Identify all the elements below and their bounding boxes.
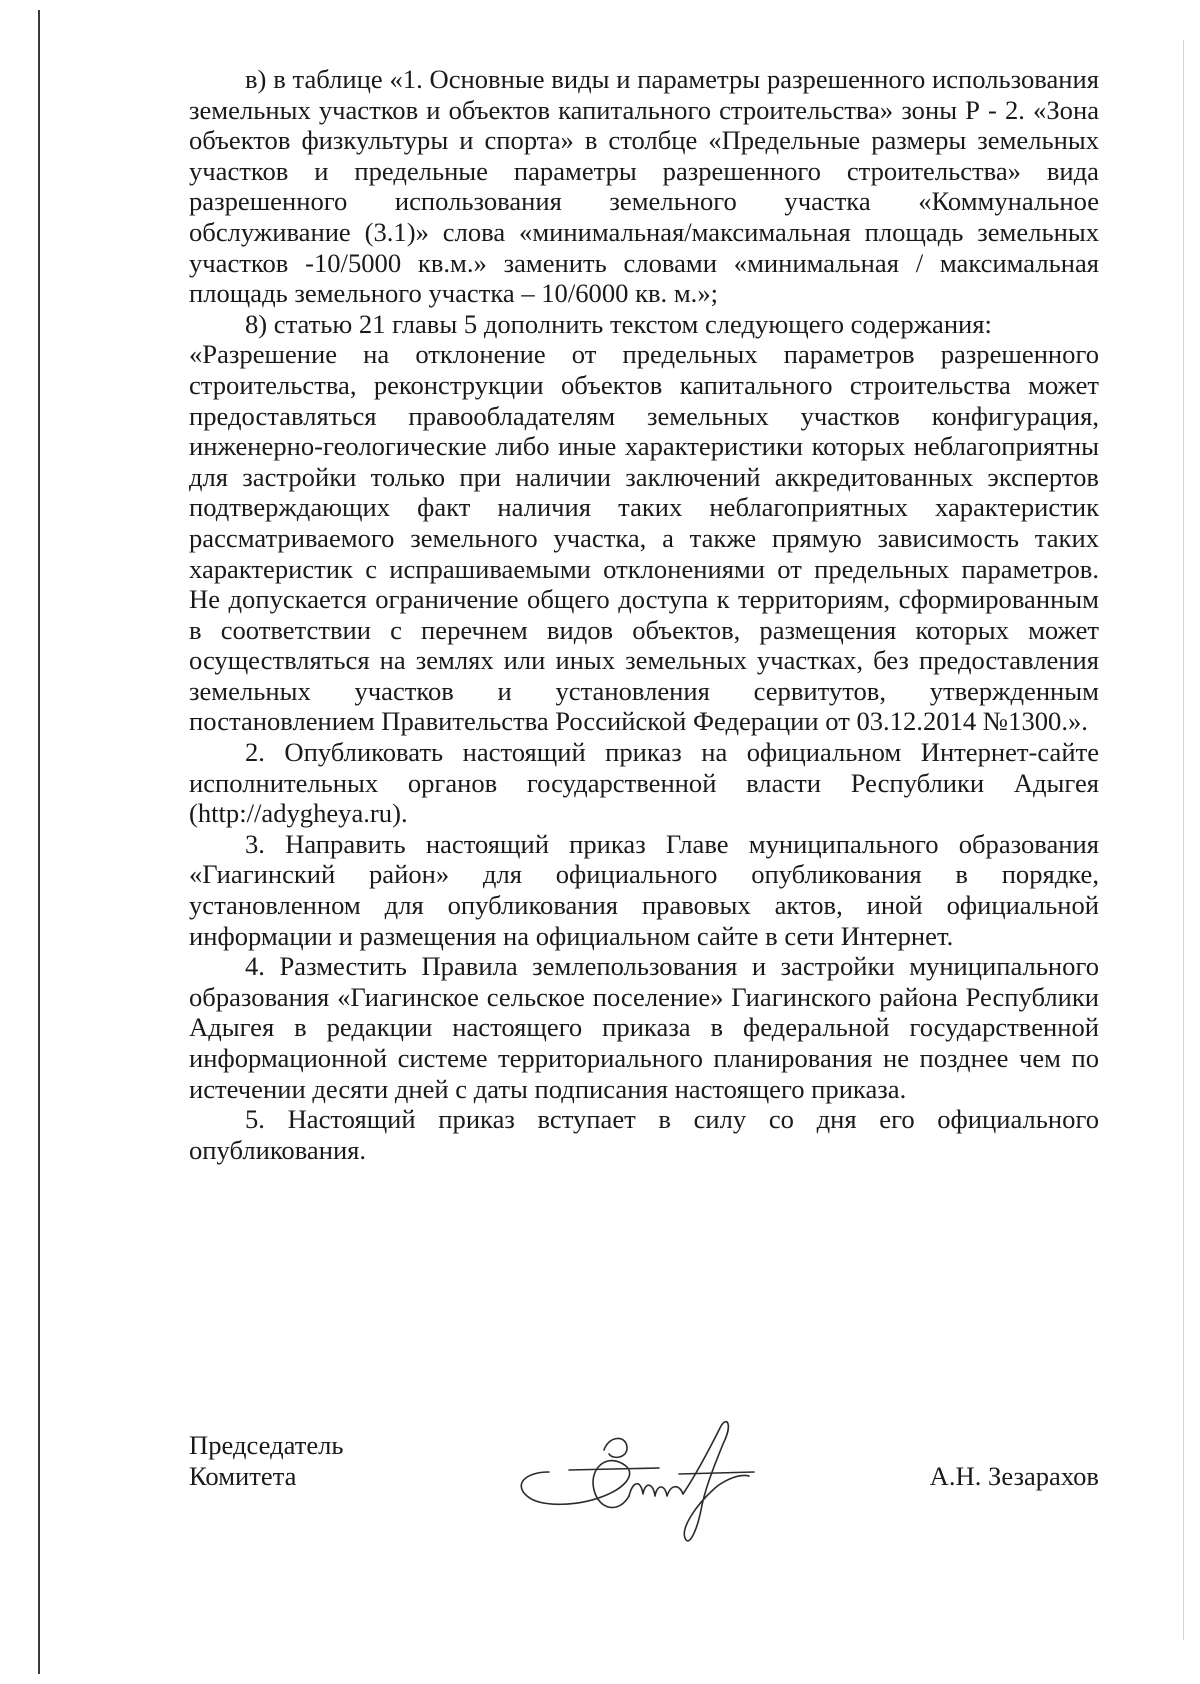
signer-title [189,1430,344,1492]
paragraph-item-3: 3. Направить настоящий приказ Главе муниципального образования «Гиагинский район» для официального опубликования в порядке, установленном для опубликования правовых актов, иной официальной информации и размещения на официальном сайте в сети Интернет. [189,828,1099,951]
paragraph-item-4: 4. Разместить Правила землепользования и застройки муниципального образования «Гиагинское сельское поселение» Гиагинского района Республики Адыгея в редакции настоящего приказа в федеральной государственной информационной системе территориального планирования не позднее чем по истечении десяти дней с даты подписания настоящего приказа. [189,951,1099,1104]
paragraph-deviation-permit: «Разрешение на отклонение от предельных параметров разрешенного строительства, реконструкции объектов капитального строительства может предоставляться правообладателям земельных участков конфигурация, инженерно-геологические либо иные характеристики которых неблагоприятны для застройки только при наличии заключений аккредитованных экспертов подтверждающих факт наличия таких неблагоприятных характеристик рассматриваемого земельного участка, а также прямую зависимость таких характеристик с испрашиваемыми отклонениями от предельных параметров. Не допускается ограничение общего доступа к территориям, сформированным в соответствии с перечнем видов объектов, размещения которых может осуществляться на землях или иных земельных участках, без предоставления земельных участков и установления сервитутов, утвержденным постановлением Правительства Российской Федерации от 03.12.2014 №1300.». [189,339,1099,737]
paragraph-article-21: 8) статью 21 главы 5 дополнить текстом следующего содержания: [245,308,992,339]
handwritten-signature [509,1410,809,1570]
signature-block [189,1422,1099,1572]
paragraph-table-amendment: в) в таблице «1. Основные виды и параметры разрешенного использования земельных участков и объектов капитального строительства» зоны Р - 2. «Зона объектов физкультуры и спорта» в столбце «Предельные размеры земельных участков и предельные параметры разрешенного строительства» вида разрешенного использования земельного участка «Коммунальное обслуживание (3.1)» слова «минимальная/максимальная площадь земельных участков -10/5000 кв.м.» заменить словами «минимальная / максимальная площадь земельного участка – 10/6000 кв. м.»; [189,64,1099,309]
signer-name: А.Н. Зезарахов [929,1461,1099,1491]
scan-edge-left [38,10,40,1674]
signer-title-line1: Председатель [189,1430,344,1460]
paragraph-item-2: 2. Опубликовать настоящий приказ на официальном Интернет-сайте исполнительных органов государственной власти Республики Адыгея (http://adygheya.ru). [189,737,1099,829]
scan-edge-right [1183,40,1184,1640]
document-body [189,64,1099,1165]
signer-title-line2: Комитета [189,1461,297,1491]
paragraph-item-5: 5. Настоящий приказ вступает в силу со дня его официального опубликования. [189,1104,1099,1165]
